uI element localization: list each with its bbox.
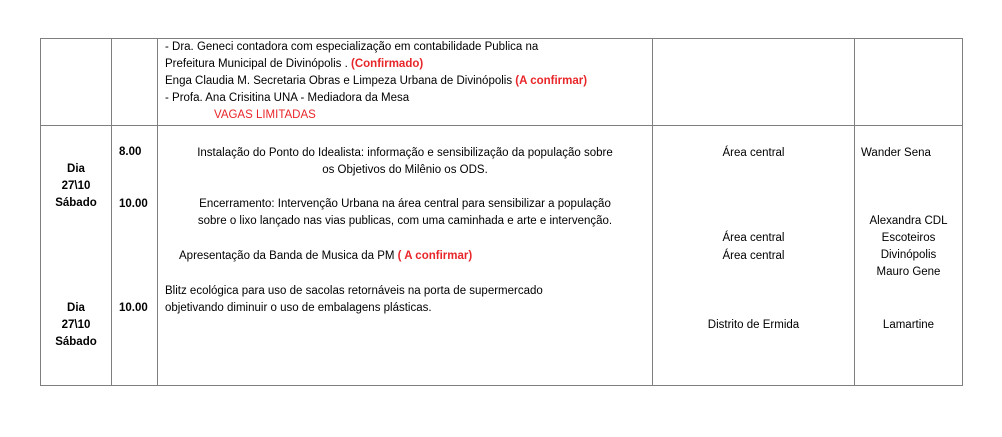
status-confirmed: (Confirmado) [351, 58, 424, 70]
event-2-location: Área central [722, 232, 785, 244]
speaker-prefeitura-text: Prefeitura Municipal de Divinópolis . [165, 58, 352, 70]
speaker-line-geneci: - Dra. Geneci contadora com especialização em contabilidade Publica na [165, 41, 539, 53]
event-3-description [179, 248, 472, 265]
speaker-line-prefeitura [165, 56, 423, 73]
speaker-claudia-text: Enga Claudia M. Secretaria Obras e Limpeza Urbana de Divinópolis [165, 75, 516, 87]
event-3-status: ( A confirmar) [397, 250, 473, 262]
event-2-desc-line2: sobre o lixo lançado nas vias publicas, com uma caminhada e arte e intervenção. [197, 215, 613, 227]
event-4-responsible: Lamartine [882, 319, 935, 331]
event-1-time: 8.00 [119, 146, 142, 158]
speaker-line-ana: - Profa. Ana Crisitina UNA - Mediadora da Mesa [165, 92, 410, 104]
event-2-desc-line1: Encerramento: Intervenção Urbana na área central para sensibilizar a população [199, 198, 611, 210]
day-label-2-weekday: Sábado [55, 336, 97, 348]
day-label-1-weekday: Sábado [55, 197, 97, 209]
status-to-confirm: (A confirmar) [515, 75, 588, 87]
day-label-1-dia: Dia [67, 163, 85, 175]
event-4-location: Distrito de Ermida [707, 319, 800, 331]
responsible-group [855, 213, 962, 281]
event-4-desc-line1: Blitz ecológica para uso de sacolas retornáveis na porta de supermercado [165, 285, 543, 297]
event-2-description [160, 196, 650, 230]
event-1-desc-line1: Instalação do Ponto do Idealista: informação e sensibilização da população sobre [197, 147, 613, 159]
event-2-time: 10.00 [119, 198, 148, 210]
event-1-responsible: Wander Sena [861, 147, 931, 159]
responsible-alexandra: Alexandra CDL [869, 215, 948, 227]
event-1-desc-line2: os Objetivos do Milênio os ODS. [322, 164, 488, 176]
responsible-divinopolis: Divinópolis [880, 249, 937, 261]
table-border-bottom [40, 385, 963, 386]
day-label-1-date: 27\10 [61, 180, 91, 192]
day-label-2 [41, 300, 111, 351]
day-label-2-dia: Dia [67, 302, 85, 314]
day-label-2-date: 27\10 [61, 319, 91, 331]
event-3-location: Área central [722, 250, 785, 262]
responsible-escoteiros: Escoteiros [881, 232, 936, 244]
responsible-mauro: Mauro Gene [876, 266, 941, 278]
event-4-description [165, 283, 543, 317]
day-label-1 [41, 161, 111, 212]
event-3-desc-text: Apresentação da Banda de Musica da PM [179, 250, 398, 262]
table-border-right [962, 38, 963, 386]
vagas-limitadas-notice: VAGAS LIMITADAS [214, 109, 316, 121]
row-divider [40, 125, 963, 126]
event-4-time: 10.00 [119, 302, 148, 314]
event-4-desc-line2: objetivando diminuir o uso de embalagens plásticas. [165, 302, 432, 314]
event-1-location: Área central [722, 147, 785, 159]
column-divider-time [157, 38, 158, 386]
event-1-description [160, 145, 650, 179]
column-divider-day [111, 38, 112, 386]
speaker-line-claudia [165, 73, 587, 90]
